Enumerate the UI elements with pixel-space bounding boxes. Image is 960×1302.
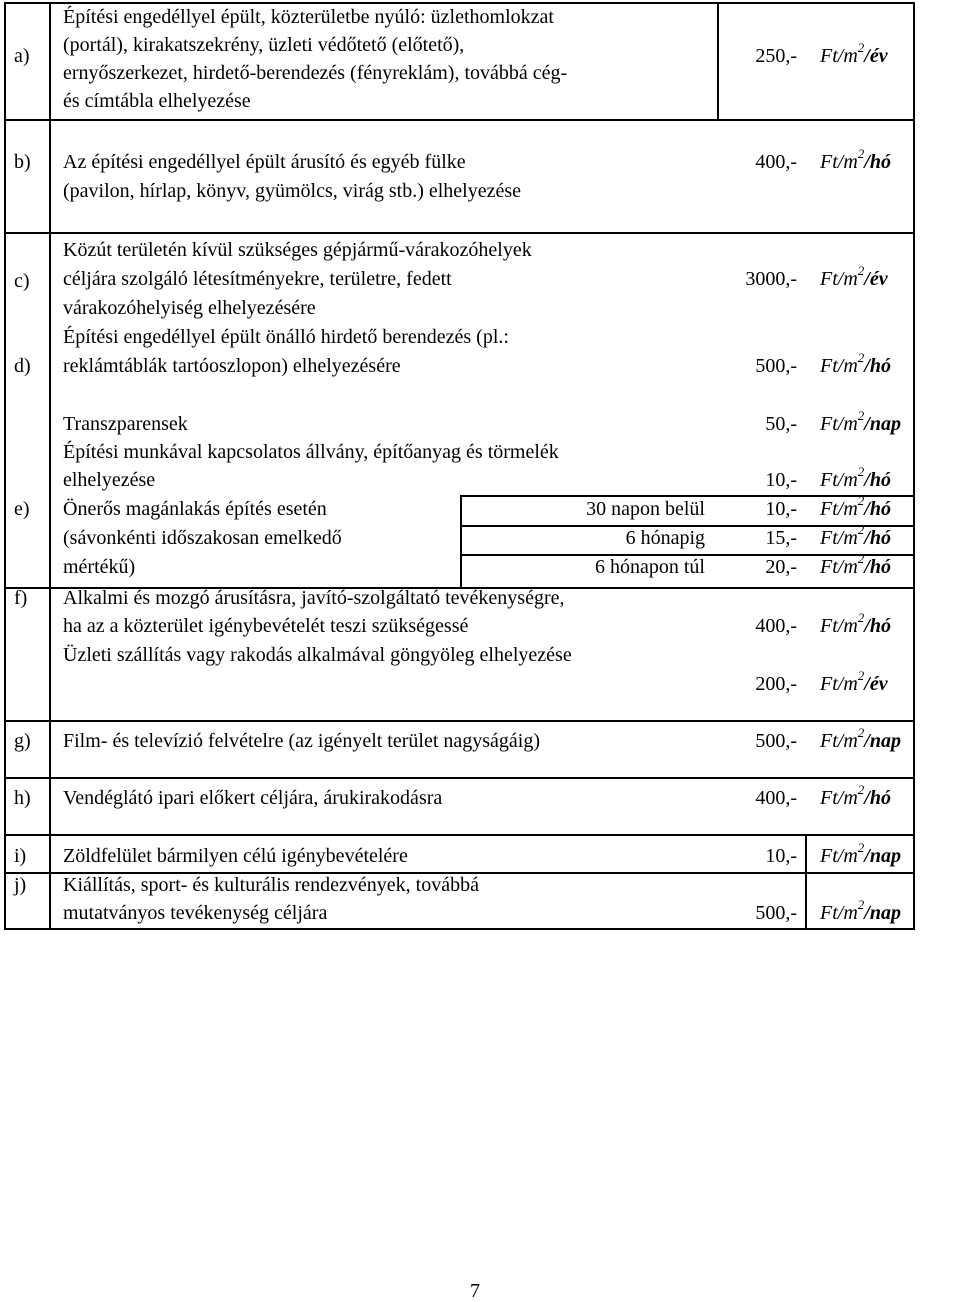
row-j-line-1: Kiállítás, sport- és kulturális rendezvények, továbbá: [63, 874, 479, 896]
row-d-unit: $Ft/m^2/hó$: [820, 350, 891, 377]
row-i-price: 10,-: [765, 845, 797, 867]
row-e-transzparens: Transzparensek: [63, 413, 188, 435]
row-letter-d: d): [14, 355, 31, 377]
row-b-line-2: (pavilon, hírlap, könyv, gyümölcs, virág stb.) elhelyezése: [63, 180, 522, 202]
col-divider-letter: [49, 2, 51, 930]
period-label-30-nap: 30 napon belül: [586, 498, 705, 520]
row-letter-i: i): [14, 845, 27, 867]
row-divider-ab: [4, 119, 915, 121]
row-e-oneros-line-2: (sávonkénti időszakosan emelkedő: [63, 527, 342, 549]
row-d-line-1: Építési engedéllyel épült önálló hirdető berendezés (pl.:: [63, 326, 509, 348]
row-g-price: 500,-: [755, 730, 797, 752]
row-f-alkalmi-line-2: ha az a közterület igénybevételét teszi szükségessé: [63, 615, 469, 637]
row-i-unit: $Ft/m^2$/nap: [820, 840, 901, 867]
row-letter-b: b): [14, 151, 31, 173]
row-c-price: 3000,-: [745, 268, 797, 290]
row-e-allvany-line-2: elhelyezése: [63, 469, 156, 491]
row-letter-a: a): [14, 45, 30, 67]
row-a-line-3: ernyőszerkezet, hirdető-berendezés (fényreklám), továbbá cég-: [63, 62, 568, 84]
row-a-line-2: (portál), kirakatszekrény, üzleti védőtető (előtető),: [63, 34, 465, 56]
row-letter-e: e): [14, 498, 30, 520]
row-b-line-1: Az építési engedéllyel épült árusító és egyéb fülke: [63, 151, 466, 173]
row-c-line-3: várakozóhelyiség elhelyezésére: [63, 297, 316, 319]
row-h-text: Vendéglátó ipari előkert céljára, árukirakodásra: [63, 787, 443, 809]
table-border-right: [913, 2, 915, 930]
row-i-text: Zöldfelület bármilyen célú igénybevételére: [63, 845, 408, 867]
row-d-line-2: reklámtáblák tartóoszlopon) elhelyezésére: [63, 355, 401, 377]
row-c-line-1: Közút területén kívül szükséges gépjármű-várakozóhelyek: [63, 239, 532, 261]
table-border-bottom: [4, 928, 915, 930]
row-f-alkalmi-unit: $Ft/m^2/hó$: [820, 610, 891, 637]
row-h-price: 400,-: [755, 787, 797, 809]
row-b-price: 400,-: [755, 151, 797, 173]
row-j-price: 500,-: [755, 902, 797, 924]
period-price-6-honapon-tul: 20,-: [765, 556, 797, 578]
row-h-unit: $Ft/m^2/hó$: [820, 782, 891, 809]
row-letter-g: g): [14, 730, 31, 752]
row-f-uzleti-text: Üzleti szállítás vagy rakodás alkalmával göngyöleg elhelyezése: [63, 644, 572, 666]
row-divider-hi: [4, 834, 915, 836]
row-f-alkalmi-price: 400,-: [755, 615, 797, 637]
row-f-alkalmi-line-1: Alkalmi és mozgó árusításra, javító-szolgáltató tevékenységre,: [63, 587, 565, 609]
row-b-unit: $Ft/m^2/hó$: [820, 146, 891, 173]
row-a-line-4: és címtábla elhelyezése: [63, 90, 251, 112]
row-divider-gh: [4, 777, 915, 779]
row-a-unit: $Ft/m^2/év$: [820, 40, 888, 67]
period-label-6-honapon-tul: 6 hónapon túl: [595, 556, 705, 578]
row-letter-j: j): [14, 874, 27, 896]
row-e-oneros-line-3: mértékű): [63, 556, 136, 578]
row-e-allvany-line-1: Építési munkával kapcsolatos állvány, építőanyag és törmelék: [63, 441, 559, 463]
row-e-transzparens-price: 50,-: [765, 413, 797, 435]
period-price-6-honapig: 15,-: [765, 527, 797, 549]
period-unit-6-honapig: $Ft/m^2/hó$: [820, 522, 891, 549]
row-divider-bc: [4, 232, 915, 234]
period-label-6-honapig: 6 hónapig: [625, 527, 705, 549]
row-a-price: 250,-: [755, 45, 797, 67]
row-f-uzleti-price: 200,-: [755, 673, 797, 695]
row-divider-fg: [4, 720, 915, 722]
row-j-unit: $Ft/m^2$/nap: [820, 897, 901, 924]
col-divider-price-bottom: [805, 834, 807, 928]
row-g-text: Film- és televízió felvételre (az igényelt terület nagyságáig): [63, 730, 541, 752]
row-a-line-1: Építési engedéllyel épült, közterületbe nyúló: üzlethomlokzat: [63, 6, 554, 28]
row-f-uzleti-unit: $Ft/m^2/év$: [820, 668, 888, 695]
table-border-left: [4, 2, 6, 930]
period-unit-30-nap: $Ft/m^2/hó$: [820, 493, 891, 520]
period-price-30-nap: 10,-: [765, 498, 797, 520]
row-letter-c: c): [14, 270, 30, 292]
row-c-unit: $Ft/m^2/év$: [820, 263, 888, 290]
row-e-transzparens-unit: $Ft/m^2$/nap: [820, 408, 901, 435]
row-d-price: 500,-: [755, 355, 797, 377]
row-j-line-2: mutatványos tevékenység céljára: [63, 902, 328, 924]
row-c-line-2: céljára szolgáló létesítményekre, területre, fedett: [63, 268, 452, 290]
subgrid-vline: [460, 495, 462, 587]
row-e-oneros-line-1: Önerős magánlakás építés esetén: [63, 498, 327, 520]
row-e-allvany-unit: $Ft/m^2/hó$: [820, 464, 891, 491]
period-unit-6-honapon-tul: $Ft/m^2/hó$: [820, 551, 891, 578]
page-number: 7: [470, 1280, 480, 1302]
row-letter-h: h): [14, 787, 31, 809]
row-g-unit: $Ft/m^2$/nap: [820, 725, 901, 752]
row-e-allvany-price: 10,-: [765, 469, 797, 491]
row-letter-f: f): [14, 587, 28, 609]
